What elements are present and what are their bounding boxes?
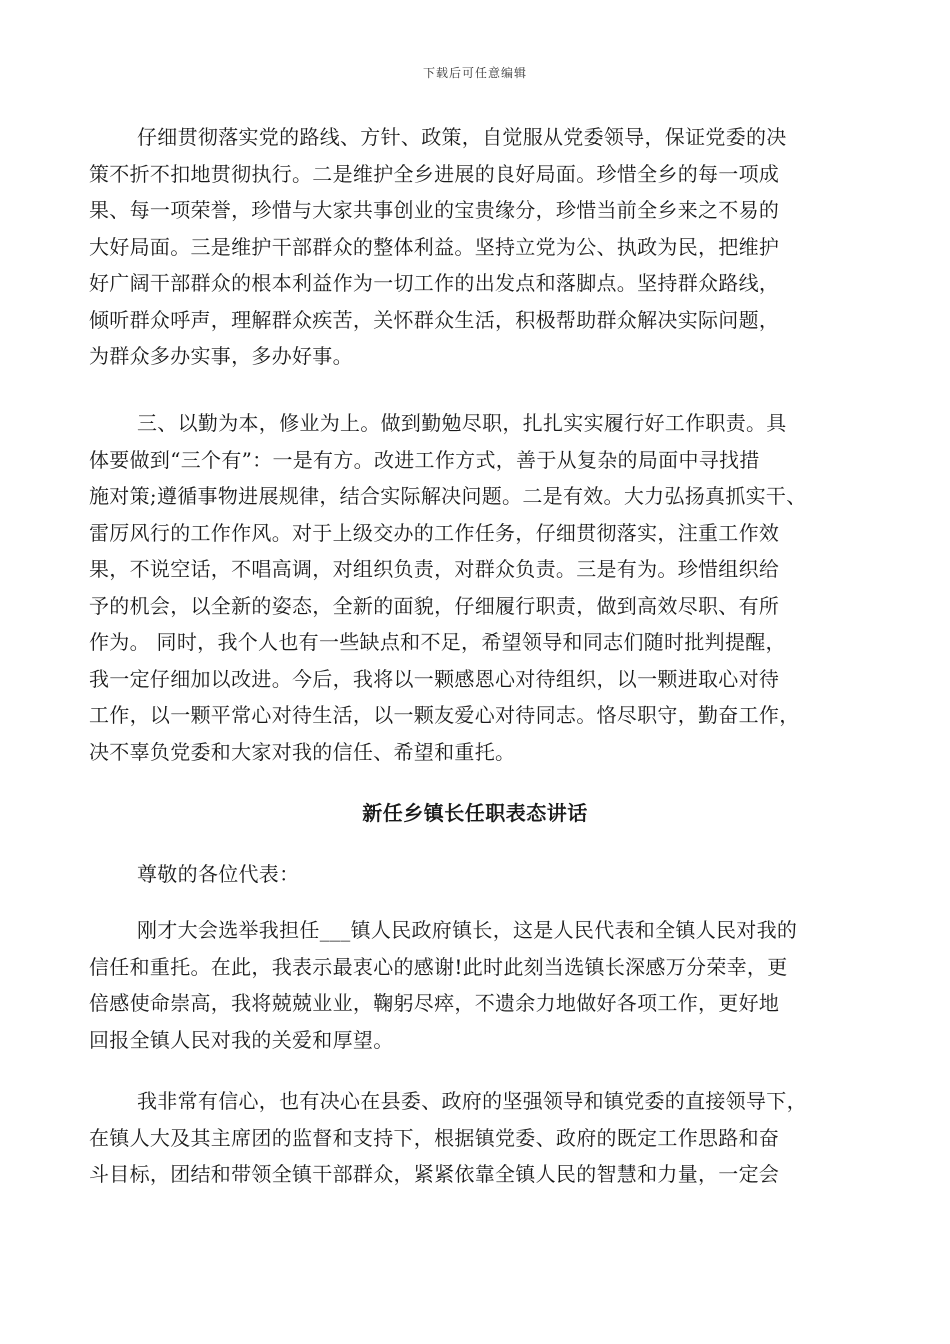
paragraph-1 [89, 119, 864, 375]
text-line: 信任和重托。在此，我表示最衷心的感谢!此时此刻当选镇长深感万分荣幸，更 [89, 954, 788, 979]
text-line: 刚才大会选举我担任___镇人民政府镇长，这是人民代表和全镇人民对我的 [137, 918, 798, 942]
text-line: 予的机会，以全新的姿态，全新的面貌，仔细履行职责，做到高效尽职、有所 [89, 593, 780, 618]
text-line: 果、每一项荣誉，珍惜与大家共事创业的宝贵缘分，珍惜当前全乡来之不易的 [89, 198, 780, 222]
text-line: 斗目标，团结和带领全镇干部群众，紧紧依靠全镇人民的智慧和力量，一定会 [89, 1162, 780, 1186]
text-line: 倍感使命崇高，我将兢兢业业，鞠躬尽瘁，不遗余力地做好各项工作，更好地 [89, 991, 780, 1015]
text-line: 回报全镇人民对我的关爱和厚望。 [89, 1027, 394, 1052]
page-header: 下载后可任意编辑 [422, 66, 527, 80]
text-line: 好广阔干部群众的根本利益作为一切工作的出发点和落脚点。坚持群众路线， [89, 271, 780, 295]
text-line: 为群众多办实事，多办好事。 [89, 344, 353, 368]
text-line: 三、以勤为本，修业为上。做到勤勉尽职，扎扎实实履行好工作职责。具 [137, 411, 787, 435]
salutation-text: 尊敬的各位代表： [137, 862, 300, 886]
text-line: 在镇人大及其主席团的监督和支持下，根据镇党委、政府的既定工作思路和奋 [89, 1125, 780, 1150]
paragraph-2 [89, 405, 864, 770]
text-line: 我非常有信心，也有决心在县委、政府的坚强领导和镇党委的直接领导下， [137, 1089, 807, 1113]
salutation [89, 856, 864, 893]
text-line: 我一定仔细加以改进。今后，我将以一颗感恩心对待组织，以一颗进取心对待 [89, 666, 780, 691]
section-title: 新任乡镇长任职表态讲话 [362, 801, 588, 825]
text-line: 雷厉风行的工作作风。对于上级交办的工作任务，仔细贯彻落实，注重工作效 [89, 520, 780, 545]
paragraph-4 [89, 1083, 864, 1193]
text-line: 施对策;遵循事物进展规律，结合实际解决问题。二是有效。大力弘扬真抓实干、 [89, 484, 807, 508]
text-line: 作为。 同时，我个人也有一些缺点和不足，希望领导和同志们随时批判提醒， [89, 630, 786, 654]
text-line: 决不辜负党委和大家对我的信任、希望和重托。 [89, 739, 516, 764]
text-line: 策不折不扣地贯彻执行。二是维护全乡进展的良好局面。珍惜全乡的每一项成 [89, 161, 780, 186]
paragraph-3 [89, 912, 864, 1058]
text-line: 工作，以一颗平常心对待生活，以一颗友爱心对待同志。恪尽职守，勤奋工作， [89, 703, 800, 727]
text-line: 体要做到“三个有”：一是有方。改进工作方式，善于从复杂的局面中寻找措 [89, 447, 760, 472]
text-line: 仔细贯彻落实党的路线、方针、政策，自觉服从党委领导，保证党委的决 [137, 125, 787, 149]
text-line: 果，不说空话，不唱高调，对组织负责，对群众负责。三是有为。珍惜组织给 [89, 557, 780, 581]
text-line: 倾听群众呼声，理解群众疾苦，关怀群众生活，积极帮助群众解决实际问题， [89, 307, 780, 332]
text-line: 大好局面。三是维护干部群众的整体利益。坚持立党为公、执政为民，把维护 [89, 234, 780, 259]
